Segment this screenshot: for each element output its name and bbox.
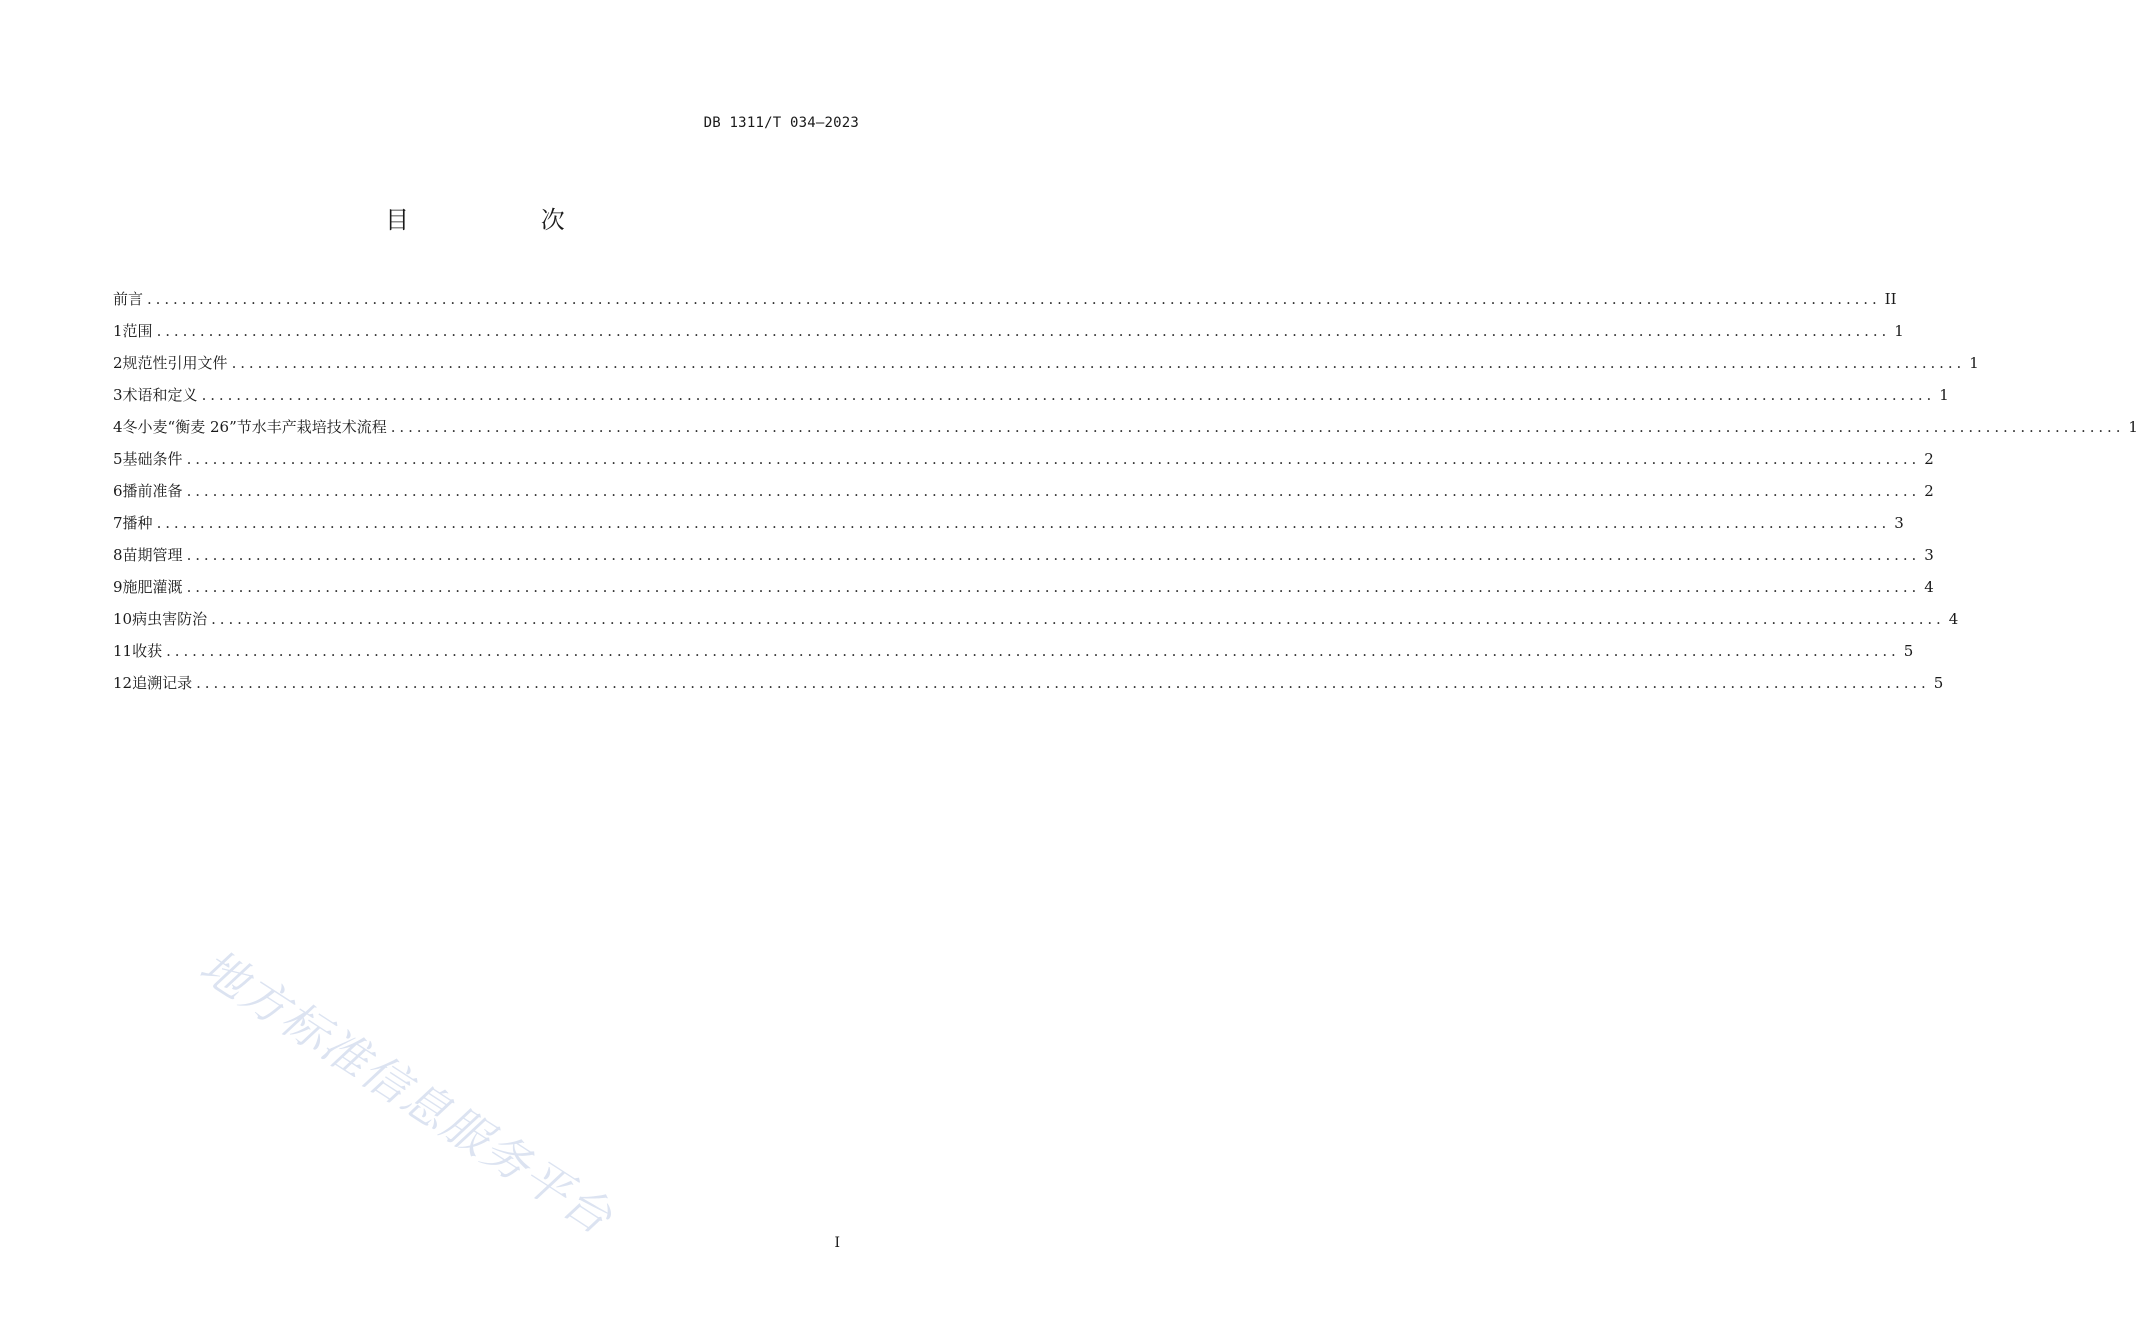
toc-entry-2[interactable] — [113, 352, 1979, 384]
page-number: I — [834, 1235, 840, 1251]
toc-entry-number: 1 — [113, 322, 123, 340]
toc-entry-label: 播前准备 — [122, 482, 183, 500]
toc-entry-number: 9 — [113, 578, 123, 596]
toc-entry-page: 2 — [1924, 450, 1934, 468]
toc-entry-label: 苗期管理 — [122, 546, 183, 564]
toc-leader-dots: ........................................................................................................................................................................................................ — [147, 290, 1881, 308]
toc-entry-5[interactable] — [113, 448, 1934, 480]
toc-entry-label: 术语和定义 — [122, 386, 198, 404]
toc-entry-page: 3 — [1924, 546, 1934, 564]
toc-entry-foreword[interactable] — [113, 288, 1897, 320]
toc-leader-dots: ........................................................................................................................................................................................................ — [166, 642, 1900, 660]
toc-entry-number: 11 — [113, 642, 133, 660]
toc-entry-3[interactable] — [113, 384, 1949, 416]
toc-entry-page: 4 — [1924, 578, 1934, 596]
watermark: 地方标准信息服务平台 — [190, 938, 623, 1246]
toc-entry-10[interactable] — [113, 608, 1959, 640]
toc-leader-dots: ........................................................................................................................................................................................................ — [231, 354, 1966, 372]
toc-entry-page: 5 — [1903, 642, 1914, 660]
toc-entry-12[interactable] — [113, 672, 1944, 704]
toc-entry-4[interactable] — [113, 416, 2138, 448]
toc-entry-page: 3 — [1894, 514, 1904, 532]
toc-entry-page: 2 — [1924, 482, 1934, 500]
toc-leader-dots: ........................................................................................................................................................................................................ — [186, 578, 1921, 596]
toc-entry-page: 1 — [2128, 418, 2138, 436]
toc-leader-dots: ........................................................................................................................................................................................................ — [201, 386, 1936, 404]
toc-entry-11[interactable] — [113, 640, 1914, 672]
toc-leader-dots: ........................................................................................................................................................................................................ — [196, 674, 1930, 692]
toc-entry-label: 前言 — [113, 290, 144, 308]
table-of-contents — [113, 288, 2138, 704]
toc-entry-page: 1 — [1969, 354, 1979, 372]
toc-entry-9[interactable] — [113, 576, 1934, 608]
toc-entry-page: 1 — [1939, 386, 1949, 404]
toc-entry-label: 冬小麦“衡麦 26”节水丰产栽培技术流程 — [122, 418, 387, 436]
toc-entry-number: 2 — [113, 354, 123, 372]
toc-entry-label: 追溯记录 — [132, 674, 193, 692]
toc-entry-number: 4 — [113, 418, 123, 436]
toc-entry-8[interactable] — [113, 544, 1934, 576]
toc-entry-number: 12 — [113, 674, 133, 692]
toc-entry-page: 5 — [1933, 674, 1944, 692]
toc-entry-number: 7 — [113, 514, 123, 532]
toc-entry-1[interactable] — [113, 320, 1904, 352]
toc-entry-number: 8 — [113, 546, 123, 564]
toc-entry-label: 收获 — [132, 642, 163, 660]
toc-entry-number: 5 — [113, 450, 123, 468]
toc-entry-page: 4 — [1948, 610, 1959, 628]
toc-entry-label: 基础条件 — [122, 450, 183, 468]
toc-entry-7[interactable] — [113, 512, 1904, 544]
toc-entry-label: 施肥灌溉 — [122, 578, 183, 596]
toc-leader-dots: ........................................................................................................................................................................................................ — [186, 546, 1921, 564]
toc-entry-label: 范围 — [122, 322, 153, 340]
toc-leader-dots: ........................................................................................................................................................................................................ — [156, 514, 1891, 532]
toc-leader-dots: ........................................................................................................................................................................................................ — [186, 482, 1921, 500]
toc-entry-page: II — [1884, 290, 1897, 308]
toc-entry-page: 1 — [1894, 322, 1904, 340]
toc-leader-dots: ........................................................................................................................................................................................................ — [186, 450, 1921, 468]
toc-leader-dots: ........................................................................................................................................................................................................ — [390, 418, 2125, 436]
page-title: 目 次 — [385, 206, 627, 234]
toc-entry-6[interactable] — [113, 480, 1934, 512]
toc-entry-number: 3 — [113, 386, 123, 404]
toc-leader-dots: ........................................................................................................................................................................................................ — [211, 610, 1945, 628]
toc-entry-label: 播种 — [122, 514, 153, 532]
toc-entry-label: 病虫害防治 — [132, 610, 208, 628]
toc-entry-label: 规范性引用文件 — [122, 354, 228, 372]
toc-leader-dots: ........................................................................................................................................................................................................ — [156, 322, 1891, 340]
document-code: DB 1311/T 034—2023 — [703, 115, 859, 131]
toc-entry-number: 10 — [113, 610, 133, 628]
toc-entry-number: 6 — [113, 482, 123, 500]
